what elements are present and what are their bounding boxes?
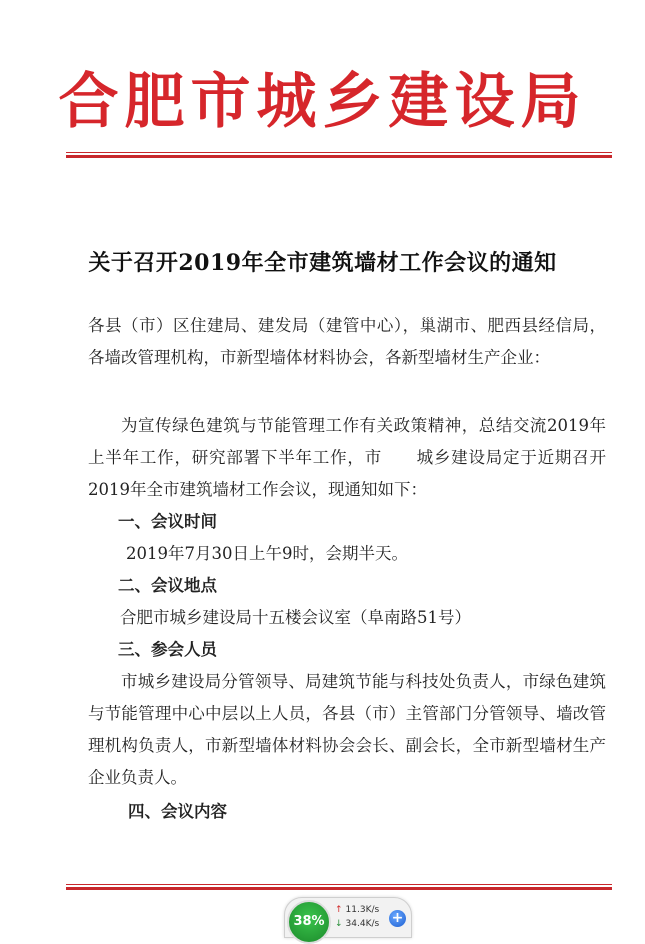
section-1 (88, 506, 606, 570)
org-name: 合肥市城乡建设局 (58, 67, 587, 137)
document-title: 关于召开2019年全市建筑墙材工作会议的通知 (88, 250, 557, 276)
intro-paragraph: 为宣传绿色建筑与节能管理工作有关政策精神，总结交流2019年上半年工作，研究部署下半年工作，市 城乡建设局定于近期召开2019年全市建筑墙材工作会议，现通知如下： (88, 416, 606, 499)
footer-rule-thick (66, 887, 612, 890)
header-rule-thick (66, 155, 612, 158)
network-speed-widget[interactable] (284, 897, 412, 938)
section-content: 市城乡建设局分管领导、局建筑节能与科技处负责人，市绿色建筑与节能管理中心中层以上人员，各县（市）主管部门分管领导、墙改管理机构负责人，市新型墙体材料协会会长、副会长，全市新型墙材生产企业负责人。 (88, 672, 606, 787)
download-speed (335, 919, 379, 929)
memory-percent-badge[interactable]: 38% (287, 900, 331, 944)
download-speed-value: 34.4K/s (345, 919, 380, 929)
section-heading: 四、会议内容 (128, 802, 227, 821)
section-heading: 三、参会人员 (118, 640, 217, 659)
section-3 (88, 634, 606, 794)
section-4 (88, 796, 606, 828)
section-heading: 二、会议地点 (118, 576, 217, 595)
upload-speed-value: 11.3K/s (345, 905, 380, 915)
upload-arrow-icon: ↑ (335, 905, 343, 915)
header-rule-thin (66, 152, 612, 153)
footer-rule-thin (66, 884, 612, 885)
section-2 (88, 570, 606, 634)
recipients: 各县（市）区住建局、建发局（建管中心），巢湖市、肥西县经信局，各墙改管理机构，市新型墙体材料协会，各新型墙材生产企业： (88, 316, 606, 367)
section-content: 2019年7月30日上午9时，会期半天。 (126, 544, 408, 563)
upload-speed (335, 905, 379, 915)
download-arrow-icon: ↓ (335, 919, 343, 929)
recipients-block (88, 310, 606, 374)
intro-block (88, 410, 606, 506)
section-content: 合肥市城乡建设局十五楼会议室（阜南路51号） (120, 608, 471, 627)
plus-icon[interactable]: + (389, 910, 406, 927)
section-heading: 一、会议时间 (118, 512, 217, 531)
